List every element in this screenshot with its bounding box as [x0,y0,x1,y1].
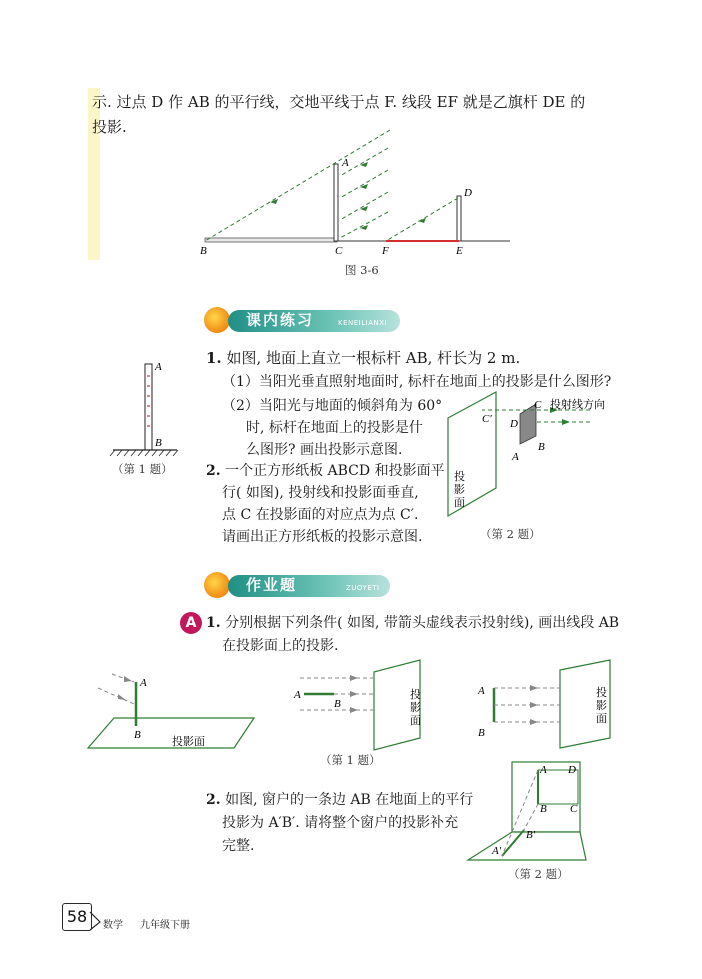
footer-grade: 九年级下册 [140,920,190,931]
intro-line-2: 投影. [92,118,127,136]
fig36-label-E: E [456,245,463,257]
practice-fig2 [440,392,605,524]
footer-subject: 数学 [103,920,123,931]
practice-title: 课内练习 [246,311,315,329]
practice-fig1 [105,358,185,458]
practice-fig2-caption: （第 2 题） [480,527,541,541]
practice-fig1-B: B [155,437,162,449]
homework-q2-number: 2. [206,792,221,808]
practice-fig2-Cprime: C′ [482,413,492,425]
homework-q2-line2: 投影为 A′B′. 请将整个窗户的投影补充 [222,815,459,831]
homework-fig1c-A: A [478,685,485,697]
practice-q1-sub2c: 么图形? 画出投影示意图. [246,442,403,458]
homework-fig1a [84,668,274,758]
homework-fig1-caption: （第 1 题） [320,753,381,767]
fig36-label-A: A [342,157,349,169]
homework-fig1a-plane: 投影面 [172,735,205,748]
practice-q1 [206,346,520,371]
practice-fig2-D: D [510,418,518,430]
practice-fig2-direction: 投射线方向 [550,398,605,411]
homework-fig1a-B: B [134,729,141,741]
homework-q1-number: 1. [206,615,221,631]
homework-fig2-A: A [540,764,547,776]
practice-q1-sub2a: （2）当阳光与地面的倾斜角为 60° [222,398,443,414]
sun-icon [204,572,230,598]
fig36-label-F: F [382,245,389,257]
level-badge: A [180,612,202,634]
practice-fig2-plane-2: 影 [454,483,465,496]
practice-fig1-A: A [155,361,162,373]
homework-fig2-D: D [568,764,576,776]
practice-fig2-plane-1: 投 [454,470,465,483]
homework-fig2-B: B [540,803,547,815]
homework-fig2-C: C [570,803,578,815]
homework-fig1b [290,658,440,748]
practice-q2-line4: 请画出正方形纸板的投影示意图. [222,529,423,545]
practice-fig2-B: B [538,441,545,453]
fig36-label-C: C [335,245,343,257]
practice-fig2-A: A [512,451,519,463]
homework-fig1b-B: B [334,698,341,710]
homework-fig1b-A: A [294,689,301,701]
homework-fig1c-plane-2: 影 [596,699,607,712]
homework-fig1c-plane-3: 面 [596,712,607,725]
homework-fig1b-plane-3: 面 [410,714,421,727]
homework-title: 作业题 [246,576,298,594]
homework-fig1c-plane-1: 投 [596,686,607,699]
page-corner-icon [90,908,104,930]
homework-fig2-Bprime: B′ [526,829,536,841]
sun-icon [204,307,230,333]
practice-q1-sub1: （1）当阳光垂直照射地面时, 标杆在地面上的投影是什么图形? [222,374,612,390]
homework-subtitle: ZUOYETI [346,584,380,592]
homework-fig2-Aprime: A′ [492,845,502,857]
practice-fig1-caption: （第 1 题） [112,462,173,476]
homework-fig1b-plane-1: 投 [410,688,421,701]
homework-fig1c-B: B [478,727,485,739]
practice-q1-text: 如图, 地面上直立一根标杆 AB, 杆长为 2 m. [226,349,521,367]
homework-fig1c [470,660,620,750]
practice-fig2-plane-3: 面 [454,496,465,509]
practice-fig2-C: C [534,399,542,411]
fig36-label-B: B [200,245,207,257]
homework-q1-line2: 在投影面上的投影. [222,638,339,654]
practice-q1-number: 1. [206,349,222,367]
homework-q1-line1 [206,611,619,636]
figure-3-6 [190,128,520,263]
practice-q2-text-1: 一个正方形纸板 ABCD 和投影面平 [225,463,445,479]
practice-subtitle: KENEILIANXI [338,319,388,327]
fig36-caption: 图 3-6 [345,263,379,277]
practice-q1-sub2b: 时, 标杆在地面上的投影是什 [246,420,423,436]
intro-line-1: 示. 过点 D 作 AB 的平行线，交地平线于点 F. 线段 EF 就是乙旗杆 DE 的 [92,93,586,111]
homework-fig1a-A: A [140,677,147,689]
homework-q2-text: 如图, 窗户的一条边 AB 在地面上的平行 [225,792,474,808]
practice-q2-line2: 行( 如图), 投射线和投影面垂直, [222,485,419,501]
page-number: 58 [62,903,92,931]
homework-q1-text: 分别根据下列条件( 如图, 带箭头虚线表示投射线), 画出线段 AB [225,615,620,631]
homework-q2-line3: 完整. [222,838,255,854]
homework-fig1b-plane-2: 影 [410,701,421,714]
practice-q2-line3: 点 C 在投影面的对应点为点 C′. [222,507,419,523]
homework-fig2 [466,760,590,864]
homework-fig2-caption: （第 2 题） [508,867,569,881]
homework-q2-line1 [206,788,473,813]
practice-q2-number: 2. [206,463,221,479]
fig36-label-D: D [464,187,472,199]
